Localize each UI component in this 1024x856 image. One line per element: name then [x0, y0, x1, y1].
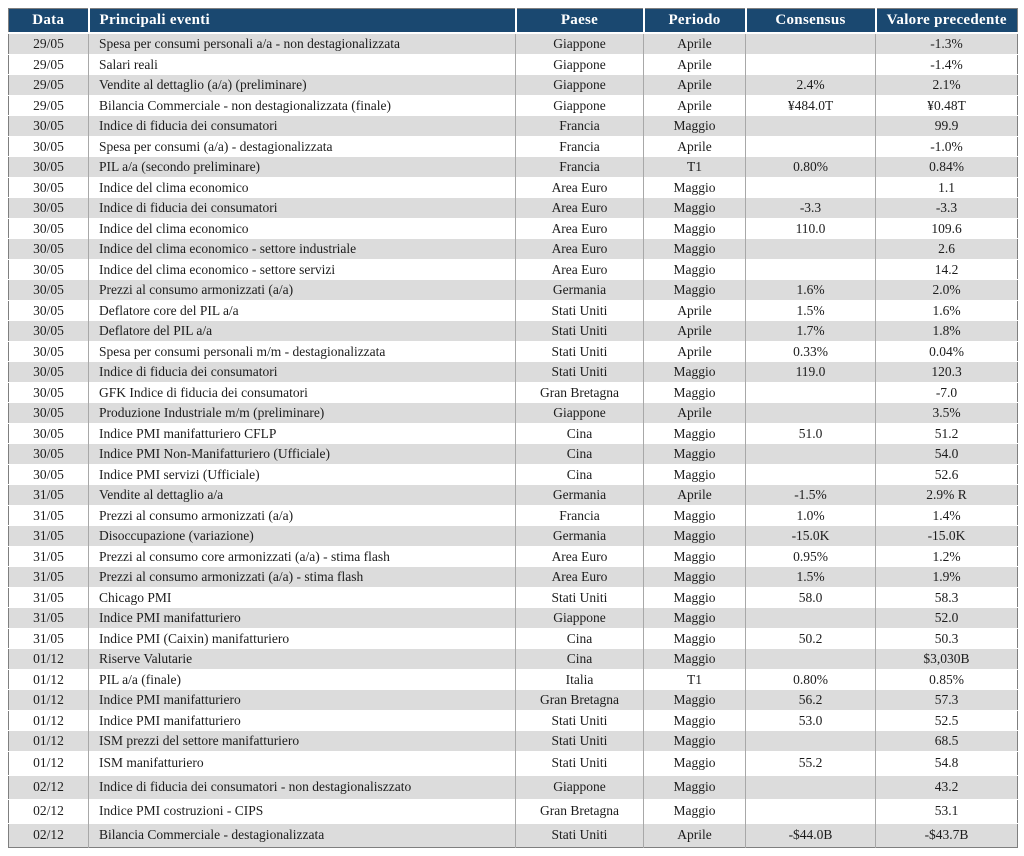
consensus-cell: -$44.0B	[746, 823, 876, 847]
event-cell: Indice PMI manifatturiero	[89, 608, 516, 629]
event-cell: Spesa per consumi personali a/a - non destagionalizzata	[89, 33, 516, 54]
country-cell: Cina	[516, 464, 644, 485]
previous-value-cell: $3,030B	[876, 649, 1018, 670]
country-cell: Cina	[516, 423, 644, 444]
column-header-date: Data	[9, 9, 89, 34]
period-cell: Maggio	[644, 799, 746, 823]
previous-value-cell: 43.2	[876, 775, 1018, 799]
previous-value-cell: -$43.7B	[876, 823, 1018, 847]
table-row	[9, 300, 1018, 321]
date-cell: 01/12	[9, 669, 89, 690]
country-cell: Stati Uniti	[516, 587, 644, 608]
event-cell: Indice di fiducia dei consumatori	[89, 116, 516, 137]
country-cell: Giappone	[516, 33, 644, 54]
table-row	[9, 75, 1018, 96]
events-table-body	[9, 33, 1018, 847]
date-cell: 30/05	[9, 362, 89, 383]
event-cell: Prezzi al consumo core armonizzati (a/a) - stima flash	[89, 546, 516, 567]
country-cell: Stati Uniti	[516, 362, 644, 383]
table-row	[9, 526, 1018, 547]
period-cell: Maggio	[644, 751, 746, 775]
previous-value-cell: -7.0	[876, 382, 1018, 403]
period-cell: Maggio	[644, 731, 746, 752]
previous-value-cell: -15.0K	[876, 526, 1018, 547]
country-cell: Stati Uniti	[516, 300, 644, 321]
table-row	[9, 280, 1018, 301]
period-cell: Maggio	[644, 608, 746, 629]
column-header-country: Paese	[516, 9, 644, 34]
previous-value-cell: 1.2%	[876, 546, 1018, 567]
previous-value-cell: 52.6	[876, 464, 1018, 485]
event-cell: Indice PMI manifatturiero	[89, 710, 516, 731]
consensus-cell: 1.0%	[746, 505, 876, 526]
country-cell: Area Euro	[516, 177, 644, 198]
table-row	[9, 823, 1018, 847]
previous-value-cell: -1.4%	[876, 54, 1018, 75]
event-cell: Salari reali	[89, 54, 516, 75]
date-cell: 30/05	[9, 403, 89, 424]
country-cell: Gran Bretagna	[516, 799, 644, 823]
country-cell: Cina	[516, 444, 644, 465]
previous-value-cell: 2.0%	[876, 280, 1018, 301]
date-cell: 31/05	[9, 485, 89, 506]
table-row	[9, 403, 1018, 424]
period-cell: Aprile	[644, 823, 746, 847]
date-cell: 31/05	[9, 526, 89, 547]
consensus-cell	[746, 116, 876, 137]
previous-value-cell: 51.2	[876, 423, 1018, 444]
previous-value-cell: 14.2	[876, 259, 1018, 280]
previous-value-cell: 50.3	[876, 628, 1018, 649]
country-cell: Area Euro	[516, 218, 644, 239]
date-cell: 31/05	[9, 628, 89, 649]
date-cell: 01/12	[9, 690, 89, 711]
event-cell: Indice PMI servizi (Ufficiale)	[89, 464, 516, 485]
column-header-previous-value: Valore precedente	[876, 9, 1018, 34]
event-cell: GFK Indice di fiducia dei consumatori	[89, 382, 516, 403]
country-cell: Stati Uniti	[516, 341, 644, 362]
previous-value-cell: 57.3	[876, 690, 1018, 711]
previous-value-cell: 54.0	[876, 444, 1018, 465]
event-cell: Prezzi al consumo armonizzati (a/a) - stima flash	[89, 567, 516, 588]
previous-value-cell: 54.8	[876, 751, 1018, 775]
country-cell: Francia	[516, 157, 644, 178]
consensus-cell	[746, 775, 876, 799]
consensus-cell	[746, 731, 876, 752]
date-cell: 29/05	[9, 95, 89, 116]
country-cell: Francia	[516, 116, 644, 137]
event-cell: Prezzi al consumo armonizzati (a/a)	[89, 505, 516, 526]
table-row	[9, 649, 1018, 670]
event-cell: Chicago PMI	[89, 587, 516, 608]
consensus-cell	[746, 403, 876, 424]
consensus-cell: 1.5%	[746, 567, 876, 588]
previous-value-cell: 1.6%	[876, 300, 1018, 321]
period-cell: Maggio	[644, 587, 746, 608]
date-cell: 30/05	[9, 239, 89, 260]
country-cell: Stati Uniti	[516, 321, 644, 342]
table-row	[9, 259, 1018, 280]
country-cell: Area Euro	[516, 198, 644, 219]
event-cell: Prezzi al consumo armonizzati (a/a)	[89, 280, 516, 301]
previous-value-cell: 3.5%	[876, 403, 1018, 424]
consensus-cell: 50.2	[746, 628, 876, 649]
event-cell: Bilancia Commerciale - destagionalizzata	[89, 823, 516, 847]
event-cell: Indice di fiducia dei consumatori	[89, 198, 516, 219]
previous-value-cell: 68.5	[876, 731, 1018, 752]
country-cell: Francia	[516, 505, 644, 526]
previous-value-cell: 0.84%	[876, 157, 1018, 178]
country-cell: Area Euro	[516, 546, 644, 567]
event-cell: ISM prezzi del settore manifatturiero	[89, 731, 516, 752]
consensus-cell	[746, 33, 876, 54]
period-cell: Maggio	[644, 649, 746, 670]
table-row	[9, 546, 1018, 567]
table-header	[9, 9, 1018, 34]
previous-value-cell: 52.0	[876, 608, 1018, 629]
events-table	[8, 8, 1018, 848]
consensus-cell: -15.0K	[746, 526, 876, 547]
consensus-cell	[746, 177, 876, 198]
period-cell: Maggio	[644, 628, 746, 649]
consensus-cell: 110.0	[746, 218, 876, 239]
event-cell: Vendite al dettaglio (a/a) (preliminare)	[89, 75, 516, 96]
country-cell: Stati Uniti	[516, 710, 644, 731]
consensus-cell: 0.80%	[746, 157, 876, 178]
period-cell: Maggio	[644, 280, 746, 301]
date-cell: 01/12	[9, 751, 89, 775]
period-cell: Maggio	[644, 259, 746, 280]
event-cell: Riserve Valutarie	[89, 649, 516, 670]
table-row	[9, 198, 1018, 219]
event-cell: Deflatore core del PIL a/a	[89, 300, 516, 321]
country-cell: Giappone	[516, 95, 644, 116]
consensus-cell: 56.2	[746, 690, 876, 711]
date-cell: 01/12	[9, 649, 89, 670]
consensus-cell: 119.0	[746, 362, 876, 383]
consensus-cell	[746, 54, 876, 75]
previous-value-cell: 109.6	[876, 218, 1018, 239]
country-cell: Cina	[516, 649, 644, 670]
country-cell: Stati Uniti	[516, 731, 644, 752]
event-cell: Indice di fiducia dei consumatori - non destagionaliszzato	[89, 775, 516, 799]
country-cell: Area Euro	[516, 239, 644, 260]
consensus-cell	[746, 136, 876, 157]
date-cell: 30/05	[9, 198, 89, 219]
date-cell: 30/05	[9, 218, 89, 239]
consensus-cell	[746, 649, 876, 670]
consensus-cell: 51.0	[746, 423, 876, 444]
date-cell: 30/05	[9, 382, 89, 403]
previous-value-cell: -1.3%	[876, 33, 1018, 54]
date-cell: 30/05	[9, 341, 89, 362]
event-cell: Vendite al dettaglio a/a	[89, 485, 516, 506]
date-cell: 31/05	[9, 505, 89, 526]
event-cell: Produzione Industriale m/m (preliminare)	[89, 403, 516, 424]
country-cell: Giappone	[516, 54, 644, 75]
table-row	[9, 731, 1018, 752]
period-cell: Maggio	[644, 505, 746, 526]
consensus-cell: 0.80%	[746, 669, 876, 690]
previous-value-cell: 2.9% R	[876, 485, 1018, 506]
date-cell: 30/05	[9, 464, 89, 485]
table-row	[9, 116, 1018, 137]
previous-value-cell: -3.3	[876, 198, 1018, 219]
consensus-cell: 1.6%	[746, 280, 876, 301]
previous-value-cell: 58.3	[876, 587, 1018, 608]
event-cell: Indice del clima economico	[89, 218, 516, 239]
period-cell: T1	[644, 669, 746, 690]
date-cell: 31/05	[9, 567, 89, 588]
period-cell: Maggio	[644, 775, 746, 799]
table-row	[9, 341, 1018, 362]
country-cell: Italia	[516, 669, 644, 690]
date-cell: 30/05	[9, 321, 89, 342]
previous-value-cell: ¥0.48T	[876, 95, 1018, 116]
event-cell: Disoccupazione (variazione)	[89, 526, 516, 547]
event-cell: Spesa per consumi (a/a) - destagionalizzata	[89, 136, 516, 157]
event-cell: Indice PMI manifatturiero CFLP	[89, 423, 516, 444]
table-row	[9, 587, 1018, 608]
previous-value-cell: -1.0%	[876, 136, 1018, 157]
table-row	[9, 485, 1018, 506]
column-header-period: Periodo	[644, 9, 746, 34]
country-cell: Gran Bretagna	[516, 382, 644, 403]
period-cell: Aprile	[644, 54, 746, 75]
consensus-cell	[746, 799, 876, 823]
period-cell: Maggio	[644, 546, 746, 567]
country-cell: Stati Uniti	[516, 823, 644, 847]
table-row	[9, 382, 1018, 403]
date-cell: 31/05	[9, 587, 89, 608]
period-cell: Aprile	[644, 321, 746, 342]
period-cell: Aprile	[644, 485, 746, 506]
country-cell: Giappone	[516, 403, 644, 424]
previous-value-cell: 52.5	[876, 710, 1018, 731]
table-row	[9, 136, 1018, 157]
date-cell: 30/05	[9, 423, 89, 444]
date-cell: 30/05	[9, 177, 89, 198]
consensus-cell: -1.5%	[746, 485, 876, 506]
date-cell: 30/05	[9, 116, 89, 137]
table-row	[9, 33, 1018, 54]
consensus-cell: 0.33%	[746, 341, 876, 362]
consensus-cell: 53.0	[746, 710, 876, 731]
table-row	[9, 464, 1018, 485]
date-cell: 31/05	[9, 608, 89, 629]
date-cell: 31/05	[9, 546, 89, 567]
event-cell: Indice di fiducia dei consumatori	[89, 362, 516, 383]
country-cell: Cina	[516, 628, 644, 649]
previous-value-cell: 2.1%	[876, 75, 1018, 96]
period-cell: Aprile	[644, 33, 746, 54]
table-row	[9, 321, 1018, 342]
previous-value-cell: 1.4%	[876, 505, 1018, 526]
date-cell: 30/05	[9, 136, 89, 157]
column-header-consensus: Consensus	[746, 9, 876, 34]
previous-value-cell: 1.1	[876, 177, 1018, 198]
consensus-cell	[746, 259, 876, 280]
event-cell: PIL a/a (finale)	[89, 669, 516, 690]
column-header-events: Principali eventi	[89, 9, 516, 34]
date-cell: 30/05	[9, 444, 89, 465]
previous-value-cell: 1.9%	[876, 567, 1018, 588]
event-cell: PIL a/a (secondo preliminare)	[89, 157, 516, 178]
country-cell: Giappone	[516, 75, 644, 96]
consensus-cell: -3.3	[746, 198, 876, 219]
period-cell: Aprile	[644, 95, 746, 116]
table-row	[9, 505, 1018, 526]
event-cell: Indice PMI manifatturiero	[89, 690, 516, 711]
period-cell: T1	[644, 157, 746, 178]
consensus-cell	[746, 464, 876, 485]
period-cell: Maggio	[644, 464, 746, 485]
table-row	[9, 177, 1018, 198]
period-cell: Maggio	[644, 444, 746, 465]
consensus-cell: 58.0	[746, 587, 876, 608]
event-cell: Indice del clima economico - settore industriale	[89, 239, 516, 260]
date-cell: 02/12	[9, 799, 89, 823]
table-row	[9, 567, 1018, 588]
period-cell: Maggio	[644, 567, 746, 588]
consensus-cell: 1.5%	[746, 300, 876, 321]
table-row	[9, 423, 1018, 444]
previous-value-cell: 120.3	[876, 362, 1018, 383]
date-cell: 30/05	[9, 157, 89, 178]
period-cell: Maggio	[644, 218, 746, 239]
period-cell: Maggio	[644, 382, 746, 403]
consensus-cell	[746, 239, 876, 260]
date-cell: 29/05	[9, 75, 89, 96]
date-cell: 02/12	[9, 823, 89, 847]
event-cell: Indice PMI (Caixin) manifatturiero	[89, 628, 516, 649]
header-row	[9, 9, 1018, 34]
table-row	[9, 54, 1018, 75]
event-cell: ISM manifatturiero	[89, 751, 516, 775]
country-cell: Area Euro	[516, 567, 644, 588]
consensus-cell: 55.2	[746, 751, 876, 775]
previous-value-cell: 53.1	[876, 799, 1018, 823]
event-cell: Deflatore del PIL a/a	[89, 321, 516, 342]
country-cell: Area Euro	[516, 259, 644, 280]
date-cell: 30/05	[9, 300, 89, 321]
period-cell: Aprile	[644, 136, 746, 157]
country-cell: Germania	[516, 485, 644, 506]
event-cell: Spesa per consumi personali m/m - destagionalizzata	[89, 341, 516, 362]
event-cell: Indice PMI Non-Manifatturiero (Ufficiale)	[89, 444, 516, 465]
period-cell: Maggio	[644, 116, 746, 137]
consensus-cell: 0.95%	[746, 546, 876, 567]
period-cell: Aprile	[644, 300, 746, 321]
table-row	[9, 628, 1018, 649]
previous-value-cell: 1.8%	[876, 321, 1018, 342]
table-row	[9, 751, 1018, 775]
consensus-cell: 1.7%	[746, 321, 876, 342]
table-row	[9, 239, 1018, 260]
event-cell: Indice PMI costruzioni - CIPS	[89, 799, 516, 823]
date-cell: 01/12	[9, 731, 89, 752]
country-cell: Germania	[516, 280, 644, 301]
date-cell: 29/05	[9, 54, 89, 75]
event-cell: Indice del clima economico	[89, 177, 516, 198]
consensus-cell	[746, 382, 876, 403]
consensus-cell	[746, 608, 876, 629]
country-cell: Francia	[516, 136, 644, 157]
table-row	[9, 690, 1018, 711]
period-cell: Maggio	[644, 710, 746, 731]
previous-value-cell: 2.6	[876, 239, 1018, 260]
period-cell: Aprile	[644, 403, 746, 424]
date-cell: 01/12	[9, 710, 89, 731]
country-cell: Gran Bretagna	[516, 690, 644, 711]
table-row	[9, 444, 1018, 465]
period-cell: Aprile	[644, 341, 746, 362]
period-cell: Maggio	[644, 239, 746, 260]
table-row	[9, 799, 1018, 823]
consensus-cell	[746, 444, 876, 465]
table-row	[9, 95, 1018, 116]
table-row	[9, 710, 1018, 731]
date-cell: 30/05	[9, 280, 89, 301]
consensus-cell: 2.4%	[746, 75, 876, 96]
period-cell: Maggio	[644, 423, 746, 444]
country-cell: Germania	[516, 526, 644, 547]
table-row	[9, 775, 1018, 799]
country-cell: Giappone	[516, 775, 644, 799]
table-row	[9, 608, 1018, 629]
period-cell: Maggio	[644, 362, 746, 383]
table-row	[9, 157, 1018, 178]
previous-value-cell: 99.9	[876, 116, 1018, 137]
event-cell: Indice del clima economico - settore servizi	[89, 259, 516, 280]
country-cell: Stati Uniti	[516, 751, 644, 775]
table-row	[9, 669, 1018, 690]
consensus-cell: ¥484.0T	[746, 95, 876, 116]
table-row	[9, 362, 1018, 383]
period-cell: Maggio	[644, 198, 746, 219]
date-cell: 02/12	[9, 775, 89, 799]
period-cell: Aprile	[644, 75, 746, 96]
previous-value-cell: 0.85%	[876, 669, 1018, 690]
period-cell: Maggio	[644, 177, 746, 198]
period-cell: Maggio	[644, 690, 746, 711]
country-cell: Giappone	[516, 608, 644, 629]
previous-value-cell: 0.04%	[876, 341, 1018, 362]
date-cell: 30/05	[9, 259, 89, 280]
table-row	[9, 218, 1018, 239]
period-cell: Maggio	[644, 526, 746, 547]
event-cell: Bilancia Commerciale - non destagionalizzata (finale)	[89, 95, 516, 116]
date-cell: 29/05	[9, 33, 89, 54]
